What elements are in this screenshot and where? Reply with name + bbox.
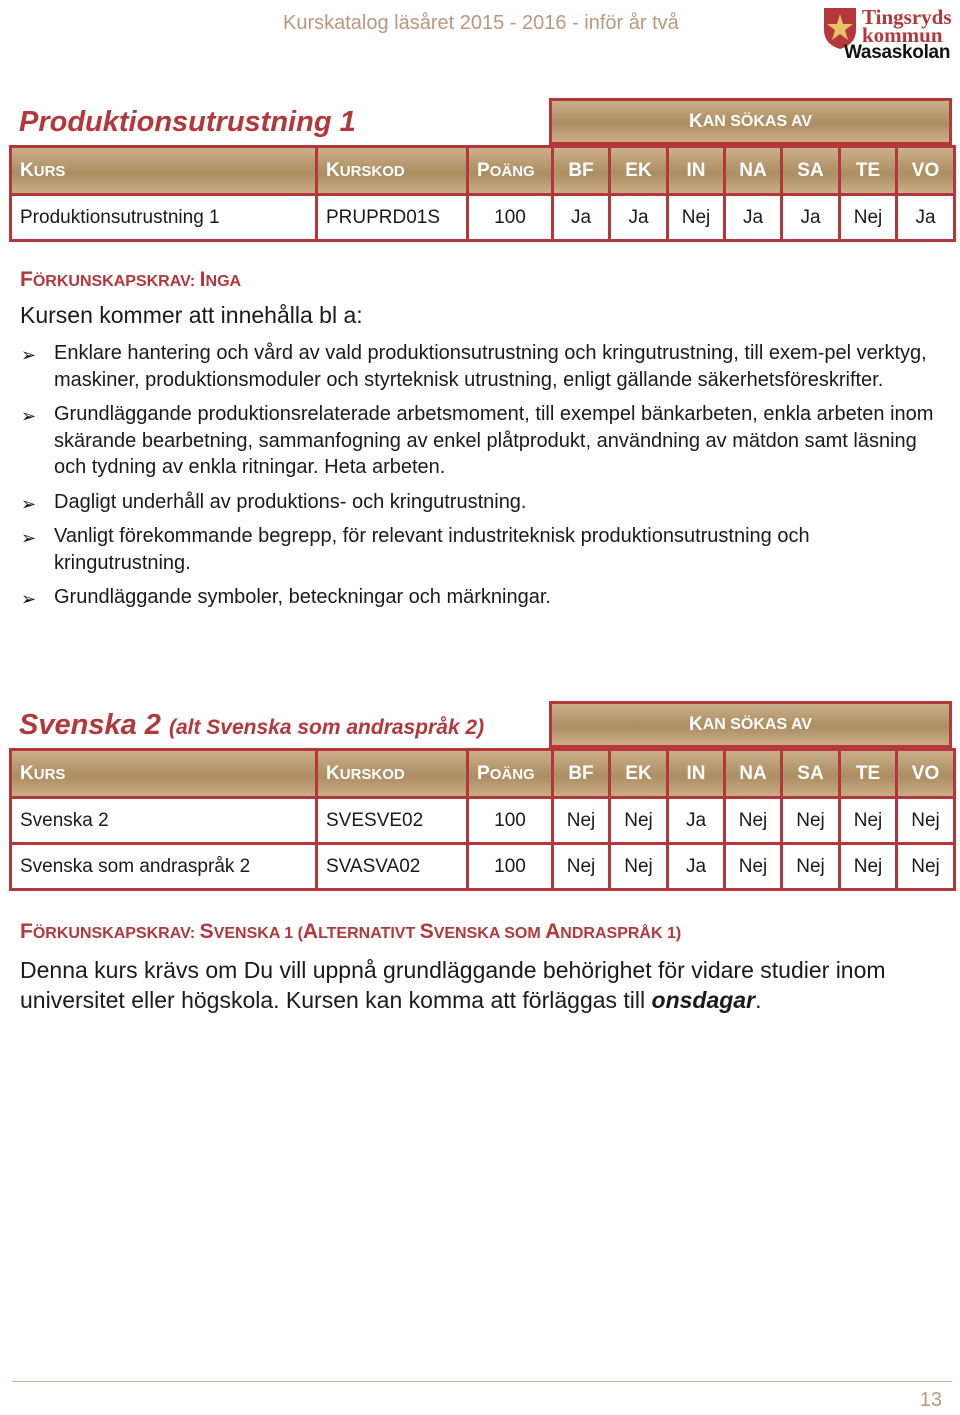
arrow-bullet-icon: ➢ xyxy=(21,406,37,426)
cell-kurs: Produktionsutrustning 1 xyxy=(11,195,317,241)
arrow-bullet-icon: ➢ xyxy=(21,345,37,365)
cell-kurskod: PRUPRD01S xyxy=(317,195,468,241)
logo xyxy=(822,6,956,66)
cell-bf: Nej xyxy=(553,844,610,890)
col-te: TE xyxy=(840,147,897,195)
list-item: ➢ Vanligt förekommande begrepp, för relevant industriteknisk produktionsutrustning och kringutrustning. xyxy=(21,525,810,574)
col-poang: POÄNG xyxy=(468,147,553,195)
col-kurs: KURS xyxy=(11,750,317,798)
cell-ek: Nej xyxy=(610,798,668,844)
list-item: ➢ Enklare hantering och vård av vald produktionsutrustning och kringutrustning, till exem-pel verktyg, maskiner, produktionsmoduler och styrteknisk utrustning, enligt gällande säkerhetsföreskrifter. xyxy=(21,342,927,391)
course-title xyxy=(19,105,356,139)
table-row xyxy=(11,798,955,844)
col-sa: SA xyxy=(782,750,840,798)
col-kurskod: KURSKOD xyxy=(317,750,468,798)
prerequisites-heading: FÖRKUNSKAPSKRAV: SVENSKA 1 (ALTERNATIVT SVENSKA SOM ANDRASPRÅK 1) xyxy=(20,920,682,943)
table-header-row xyxy=(11,750,955,798)
col-na: NA xyxy=(725,147,782,195)
page-number: 13 xyxy=(919,1389,942,1411)
cell-in: Ja xyxy=(668,844,725,890)
col-ek: EK xyxy=(610,147,668,195)
cell-poang: 100 xyxy=(468,844,553,890)
col-te: TE xyxy=(840,750,897,798)
kan-sokas-av-header xyxy=(549,98,952,145)
cell-bf: Ja xyxy=(553,195,610,241)
cell-sa: Nej xyxy=(782,844,840,890)
page-header xyxy=(0,0,960,80)
col-bf: BF xyxy=(553,147,610,195)
list-item: ➢ Grundläggande produktionsrelaterade arbetsmoment, till exempel bänkarbeten, enkla arbeten inom skärande bearbetning, sammanfogning av enkel plåtprodukt, användning av mätdon samt läsning och tydning av enkla ritningar. Heta arbeten. xyxy=(21,403,934,478)
arrow-bullet-icon: ➢ xyxy=(21,528,37,548)
col-ek: EK xyxy=(610,750,668,798)
col-kurs: KURS xyxy=(11,147,317,195)
course-table xyxy=(9,748,956,891)
course-subtitle: (alt Svenska som andraspråk 2) xyxy=(168,716,485,739)
logo-text-wasaskolan: Wasaskolan xyxy=(844,42,951,63)
cell-ek: Ja xyxy=(610,195,668,241)
course-title-text: Svenska 2 xyxy=(19,709,161,741)
col-bf: BF xyxy=(553,750,610,798)
course-title-text: Produktionsutrustning 1 xyxy=(19,106,356,138)
cell-sa: Nej xyxy=(782,798,840,844)
list-item: ➢ Dagligt underhåll av produktions- och kringutrustning. xyxy=(21,489,941,516)
course-description: Denna kurs krävs om Du vill uppnå grundläggande behörighet för vidare studier inom universitet eller högskola. Kursen kan komma att förläggas till onsdagar. xyxy=(20,957,886,1013)
emphasis-day: onsdagar xyxy=(651,987,756,1013)
col-vo: VO xyxy=(897,147,955,195)
cell-poang: 100 xyxy=(468,798,553,844)
cell-bf: Nej xyxy=(553,798,610,844)
cell-vo: Nej xyxy=(897,798,955,844)
col-na: NA xyxy=(725,750,782,798)
logo-text-tingsryds: Tingsryds xyxy=(862,5,952,29)
col-poang: POÄNG xyxy=(468,750,553,798)
table-header-row xyxy=(11,147,955,195)
course-title xyxy=(19,708,484,745)
kan-sokas-av-rest: AN SÖKAS AV xyxy=(702,112,813,130)
cell-ek: Nej xyxy=(610,844,668,890)
table-row xyxy=(11,195,955,241)
cell-na: Nej xyxy=(725,798,782,844)
kan-sokas-av-rest: AN SÖKAS AV xyxy=(702,715,813,733)
course-intro: Kursen kommer att innehålla bl a: xyxy=(20,302,363,328)
col-kurskod: KURSKOD xyxy=(317,147,468,195)
cell-vo: Nej xyxy=(897,844,955,890)
kan-sokas-av-header xyxy=(549,701,952,748)
cell-sa: Ja xyxy=(782,195,840,241)
list-item: ➢ Grundläggande symboler, beteckningar och märkningar. xyxy=(21,584,941,611)
cell-vo: Ja xyxy=(897,195,955,241)
footer-divider xyxy=(12,1381,952,1382)
cell-na: Ja xyxy=(725,195,782,241)
cell-in: Ja xyxy=(668,798,725,844)
arrow-bullet-icon: ➢ xyxy=(21,493,37,514)
logo-text-kommun: kommun xyxy=(862,23,943,47)
cell-kurs: Svenska 2 xyxy=(11,798,317,844)
catalog-title: Kurskatalog läsåret 2015 - 2016 - inför år två xyxy=(283,12,679,34)
kan-sokas-av-lead: K xyxy=(688,110,703,132)
cell-na: Nej xyxy=(725,844,782,890)
cell-kurskod: SVESVE02 xyxy=(317,798,468,844)
col-vo: VO xyxy=(897,750,955,798)
cell-te: Nej xyxy=(840,195,897,241)
cell-te: Nej xyxy=(840,844,897,890)
cell-te: Nej xyxy=(840,798,897,844)
cell-kurskod: SVASVA02 xyxy=(317,844,468,890)
cell-in: Nej xyxy=(668,195,725,241)
kan-sokas-av-lead: K xyxy=(688,713,703,735)
arrow-bullet-icon: ➢ xyxy=(21,589,37,609)
table-row xyxy=(11,844,955,890)
col-in: IN xyxy=(668,750,725,798)
col-in: IN xyxy=(668,147,725,195)
prerequisites-heading: FÖRKUNSKAPSKRAV: INGA xyxy=(20,268,242,291)
course-table xyxy=(9,145,956,242)
cell-kurs: Svenska som andraspråk 2 xyxy=(11,844,317,890)
course-content-list xyxy=(21,340,941,619)
col-sa: SA xyxy=(782,147,840,195)
cell-poang: 100 xyxy=(468,195,553,241)
